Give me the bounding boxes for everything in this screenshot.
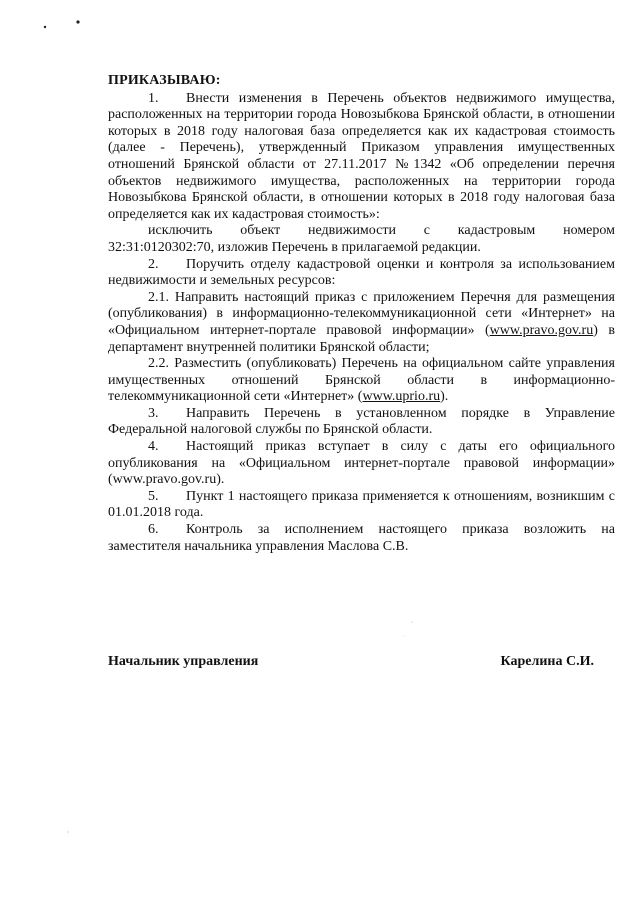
paragraph-number: 6. <box>148 522 159 538</box>
scan-speck <box>44 26 46 28</box>
scan-speck <box>76 20 79 23</box>
paragraph-text: ). <box>440 389 449 405</box>
paragraph-number: 5. <box>148 488 159 504</box>
paragraph-number: 1. <box>148 90 159 106</box>
paragraph-text: Направить Перечень в установленном порядке в Управление Федеральной налоговой службы по Брянской области. <box>108 405 615 438</box>
paragraph-number: 3. <box>148 405 159 421</box>
paragraph-2-1 <box>108 290 615 356</box>
paragraph-2-2 <box>108 356 615 406</box>
scan-speck <box>404 636 405 637</box>
paragraph-number: 4. <box>148 439 159 455</box>
order-heading: ПРИКАЗЫВАЮ: <box>108 73 221 88</box>
paragraph-text: Настоящий приказ вступает в силу с даты его официального опубликования на «Официальном интернет-портале правовой информации» (www.pravo.gov.ru). <box>108 439 615 488</box>
pravo-link[interactable]: www.pravo.gov.ru <box>489 322 594 338</box>
paragraph-text: ) в департамент внутренней политики Брянской области; <box>108 322 615 355</box>
paragraph-text: Внести изменения в Перечень объектов недвижимого имущества, расположенных на территории города Новозыбкова Брянской области, в отношении которых в 2018 году налоговая база определяется как их кадастровая стоимость (далее - Перечень), утвержденный Приказом управления имущественных отношений Брянской области от 27.11.2017 №1342 «Об определении перечня объектов недвижимого имущества, расположенных на территории города Новозыбкова Брянской области, в отношении которых в 2018 году налоговая база определяется как их кадастровая стоимость»: <box>108 90 615 222</box>
paragraph-1-exclusion-line2: 32:31:0120302:70, изложив Перечень в прилагаемой редакции. <box>108 239 481 255</box>
paragraph-text: Поручить отделу кадастровой оценки и контроля за использованием недвижимости и земельных ресурсов: <box>108 256 615 289</box>
signatory-position: Начальник управления <box>108 654 259 669</box>
order-body <box>108 73 615 555</box>
paragraph-3 <box>108 406 615 439</box>
uprio-link[interactable]: www.uprio.ru <box>362 389 441 405</box>
paragraph-2 <box>108 257 615 290</box>
paragraph-4 <box>108 439 615 489</box>
signatory-name: Карелина С.И. <box>500 654 594 669</box>
scan-speck <box>411 621 412 622</box>
signature-block <box>108 654 594 671</box>
scan-speck <box>67 831 68 832</box>
paragraph-6 <box>108 522 615 555</box>
paragraph-text: 2.2. Разместить (опубликовать) Перечень на официальном сайте управления имущественных отношений Брянской области в информационно-телекоммуникационной сети «Интернет» ( <box>108 356 615 405</box>
paragraph-1 <box>108 91 615 224</box>
paragraph-5 <box>108 489 615 522</box>
paragraph-1-exclusion-line1: исключить объект недвижимости с кадастровым номером <box>148 223 615 239</box>
paragraph-text: Контроль за исполнением настоящего приказа возложить на заместителя начальника управления Маслова С.В. <box>108 522 615 554</box>
paragraph-number: 2. <box>148 256 159 272</box>
paragraph-text: Пункт 1 настоящего приказа применяется к отношениям, возникшим с 01.01.2018 года. <box>108 488 615 521</box>
paragraph-text: 2.1. Направить настоящий приказ с приложением Перечня для размещения (опубликования) в информационно-телекоммуникационной сети «Интернет» на «Официальном интернет-портале правовой информации» ( <box>108 289 615 338</box>
